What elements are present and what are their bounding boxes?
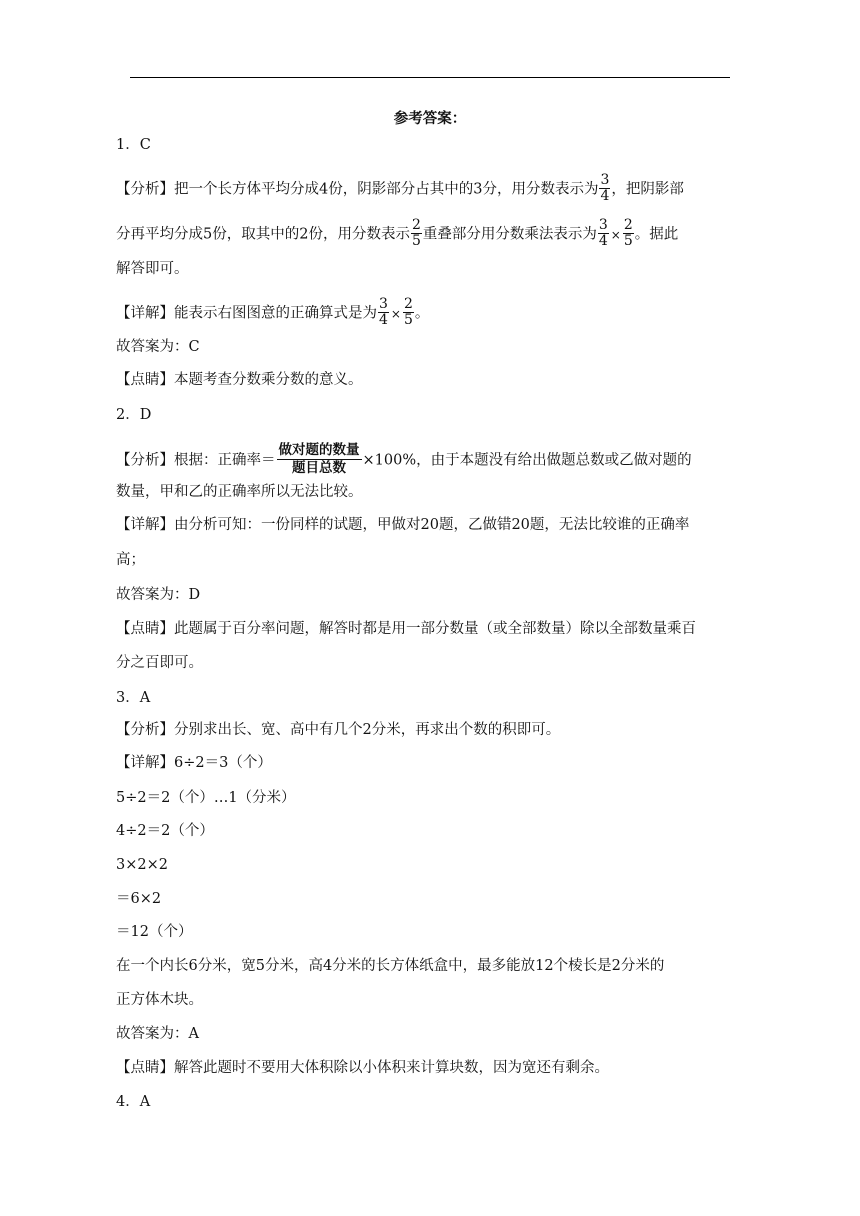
q1-detail: 【详解】能表示右图图意的正确算式是为 $\frac{3}{4}$ × $\frac{2}{5}$ 。 xyxy=(116,296,430,328)
q1-analysis-text: ，把阴影部 xyxy=(611,181,684,198)
q2-detail-line1: 【详解】由分析可知：一份同样的试题，甲做对20题，乙做错20题，无法比较谁的正确率 xyxy=(116,517,690,533)
q3-calc-line6: ＝12（个） xyxy=(116,924,193,940)
times-sign: × xyxy=(390,306,401,321)
header-rule xyxy=(130,77,730,78)
q3-conclusion-line1: 在一个内长6分米，宽5分米，高4分米的长方体纸盒中，最多能放12个棱长是2分米的 xyxy=(116,958,665,974)
q3-calc-line1: 【详解】6÷2＝3（个） xyxy=(116,755,272,771)
page-title: 参考答案： xyxy=(393,110,467,127)
times-sign: × xyxy=(610,227,621,242)
q2-analysis-line1: 【分析】根据：正确率＝ $\frac{\text{做对题的数量}}{\text{题目总数}}$ ×100%，由于本题没有给出做题总数或乙做对题的 xyxy=(116,442,692,476)
q3-analysis: 【分析】分别求出长、宽、高中有几个2分米，再求出个数的积即可。 xyxy=(116,722,561,738)
q2-answer: 故答案为：D xyxy=(116,587,201,603)
q2-note-line2: 分之百即可。 xyxy=(116,655,203,671)
q1-answer: 故答案为：C xyxy=(116,339,200,355)
fraction-2-5: $\frac{2}{5}$ xyxy=(411,217,421,249)
fraction-3-4: $\frac{3}{4}$ xyxy=(379,296,388,328)
q3-calc-line3: 4÷2＝2（个） xyxy=(116,823,214,839)
fraction-2-5: $\frac{2}{5}$ xyxy=(403,296,413,328)
q3-note: 【点睛】解答此题时不要用大体积除以小体积来计算块数，因为宽还有剩余。 xyxy=(116,1060,609,1076)
q3-answer: 故答案为：A xyxy=(116,1026,199,1042)
q2-note-line1: 【点睛】此题属于百分率问题，解答时都是用一部分数量（或全部数量）除以全部数量乘百 xyxy=(116,621,696,637)
q3-conclusion-line2: 正方体木块。 xyxy=(116,992,203,1008)
q4-number: 4．A xyxy=(116,1094,151,1110)
q3-calc-line5: ＝6×2 xyxy=(116,891,162,907)
q1-analysis-line3: 解答即可。 xyxy=(116,261,189,277)
q3-number: 3．A xyxy=(116,690,151,706)
fraction-3-4: $\frac{3}{4}$ xyxy=(598,217,608,249)
q1-analysis-line1 xyxy=(116,174,684,205)
q2-analysis-line2: 数量，甲和乙的正确率所以无法比较。 xyxy=(116,484,363,500)
q3-calc-line2: 5÷2＝2（个）…1（分米） xyxy=(116,790,296,806)
q1-note: 【点睛】本题考查分数乘分数的意义。 xyxy=(116,372,363,388)
q3-calc-line4: 3×2×2 xyxy=(116,857,168,873)
fraction-2-5: $\frac{2}{5}$ xyxy=(623,217,633,249)
q1-number: 1．C xyxy=(116,137,151,153)
fraction-3-4: $\frac{3}{4}$ xyxy=(600,172,610,204)
q1-analysis-text: 【分析】把一个长方体平均分成4份，阴影部分占其中的3分，用分数表示为 xyxy=(116,181,599,198)
q1-analysis-line2: 分再平均分成5份，取其中的2份，用分数表示 $\frac{2}{5}$ 重叠部分用分数乘法表示为 $\frac{3}{4}$ × $\frac{2}{5}$ 。据此 xyxy=(116,217,679,249)
fraction-correct-rate: $\frac{\text{做对题的数量}}{\text{题目总数}}$ xyxy=(278,442,360,476)
q2-detail-line2: 高； xyxy=(116,552,145,568)
q2-number: 2．D xyxy=(116,407,152,423)
